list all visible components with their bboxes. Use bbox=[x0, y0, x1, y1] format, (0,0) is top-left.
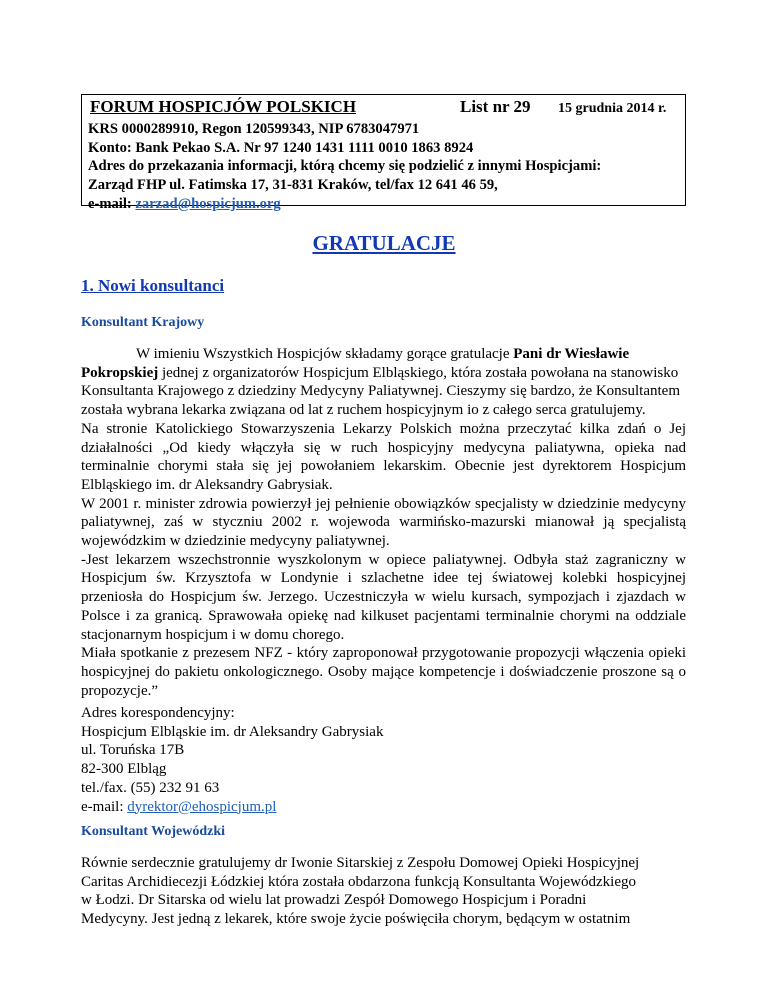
regional-line-4: Medycyny. Jest jedną z lekarek, które swoje życie poświęciła chorym, będącym w ostatnim bbox=[81, 911, 631, 928]
org-name: FORUM HOSPICJÓW POLSKICH bbox=[90, 97, 357, 116]
address-phone: tel./fax. (55) 232 91 63 bbox=[81, 779, 220, 796]
header-box bbox=[81, 94, 686, 212]
address-intro-line: Adres do przekazania informacji, którą chcemy się podzielić z innymi Hospicjami: bbox=[88, 158, 602, 175]
address-city: 82-300 Elbląg bbox=[81, 761, 167, 778]
page-title: GRATULACJE bbox=[312, 231, 456, 255]
bank-account-line: Konto: Bank Pekao S.A. Nr 97 1240 1431 1111 0010 1863 8924 bbox=[88, 139, 474, 156]
address-street: ul. Toruńska 17B bbox=[81, 742, 185, 759]
board-address-line: Zarząd FHP ul. Fatimska 17, 31-831 Kraków, tel/fax 12 641 46 59, bbox=[88, 177, 498, 194]
paragraph-congratulations bbox=[81, 345, 686, 420]
letter-date: 15 grudnia 2014 r. bbox=[558, 101, 667, 116]
section-heading-new-consultants: 1. Nowi konsultanci bbox=[81, 276, 225, 295]
p1-text-start: W imieniu Wszystkich Hospicjów składamy gorące gratulacje bbox=[136, 346, 514, 362]
address-email-label: e-mail: bbox=[81, 798, 128, 815]
regional-line-2: Caritas Archidiecezji Łódzkiej która została obdarzona funkcją Konsultanta Wojewódzkiego bbox=[81, 873, 636, 890]
correspondence-address bbox=[81, 704, 383, 816]
regional-line-3: w Łodzi. Dr Sitarska od wielu lat prowadzi Zespół Domowego Hospicjum i Poradni bbox=[81, 892, 587, 909]
krs-line: KRS 0000289910, Regon 120599343, NIP 6783047971 bbox=[88, 121, 420, 137]
board-email-link[interactable]: zarzad@hospicjum.org bbox=[135, 195, 281, 212]
address-label: Adres korespondencyjny: bbox=[81, 705, 235, 721]
regional-line-1: Równie serdecznie gratulujemy dr Iwonie Sitarskiej z Zespołu Domowej Opieki Hospicyjnej bbox=[81, 855, 640, 871]
email-line bbox=[88, 195, 680, 214]
regional-consultant-text bbox=[81, 854, 639, 929]
address-email-line bbox=[81, 798, 383, 817]
paragraph-association-quote: Na stronie Katolickiego Stowarzyszenia Lekarzy Polskich można przeczytać kilka zdań o Jej działalności „Od kiedy włączyła się w ruch hospicyjny medycyna paliatywna, opieka nad terminalnie chorymi stała się jej powołaniem lekarskim. Obecnie jest dyrektorem Hospicjum Elbląskiego im. dr Aleksandry Gabrysiak. bbox=[81, 420, 686, 493]
email-label: e-mail: bbox=[88, 195, 136, 212]
subheading-national-consultant: Konsultant Krajowy bbox=[81, 315, 205, 330]
list-number: List nr 29 bbox=[460, 97, 531, 116]
paragraph-nfz-meeting: Miała spotkanie z prezesem NFZ - który zaproponował przygotowanie propozycji włączenia opieki hospicyjnej do pakietu onkologicznego. Osoby mające kompetencje i doświadczenie proszone są o propozycje.” bbox=[81, 645, 686, 699]
director-email-link[interactable]: dyrektor@ehospicjum.pl bbox=[127, 798, 277, 815]
paragraph-experience: -Jest lekarzem wszechstronnie wyszkolonym w opiece paliatywnej. Odbyła staż zagraniczny w Hospicjum św. Krzysztofa w Londynie i szlachetne idee tej światowej kolebki hospicyjnej przeniosła do Hospicjum św. Jerzego. Uczestniczyła w wielu kursach, sympozjach i zjazdach w Polsce i za granicą. Sprawowała opiekę nad kilkuset pacjentami terminalnie chorymi na oddziale stacjonarnym hospicjum i w domu chorego. bbox=[81, 551, 686, 643]
subheading-regional-consultant: Konsultant Wojewódzki bbox=[81, 824, 226, 839]
address-institution: Hospicjum Elbląskie im. dr Aleksandry Gabrysiak bbox=[81, 723, 384, 740]
p1-text-end: jednej z organizatorów Hospicjum Elbląskiego, która została powołana na stanowisko Konsultanta Krajowego z dziedziny Medycyny Paliatywnej. Cieszymy się bardzo, że Konsultantem została wybrana lekarka związana od lat z ruchem hospicyjnym io z całego serca gratulujemy. bbox=[81, 364, 681, 419]
consultant-name: Pani dr Wiesławie Pokropskiej bbox=[81, 346, 630, 381]
national-consultant-text bbox=[81, 345, 686, 700]
paragraph-2001-appointment: W 2001 r. minister zdrowia powierzył jej pełnienie obowiązków specjalisty w dziedzinie medycyny paliatywnej, zaś w styczniu 2002 r. wojewoda warmińsko-mazurski mianował ją specjalistą wojewódzkim w dziedzinie medycyny paliatywnej. bbox=[81, 495, 686, 550]
